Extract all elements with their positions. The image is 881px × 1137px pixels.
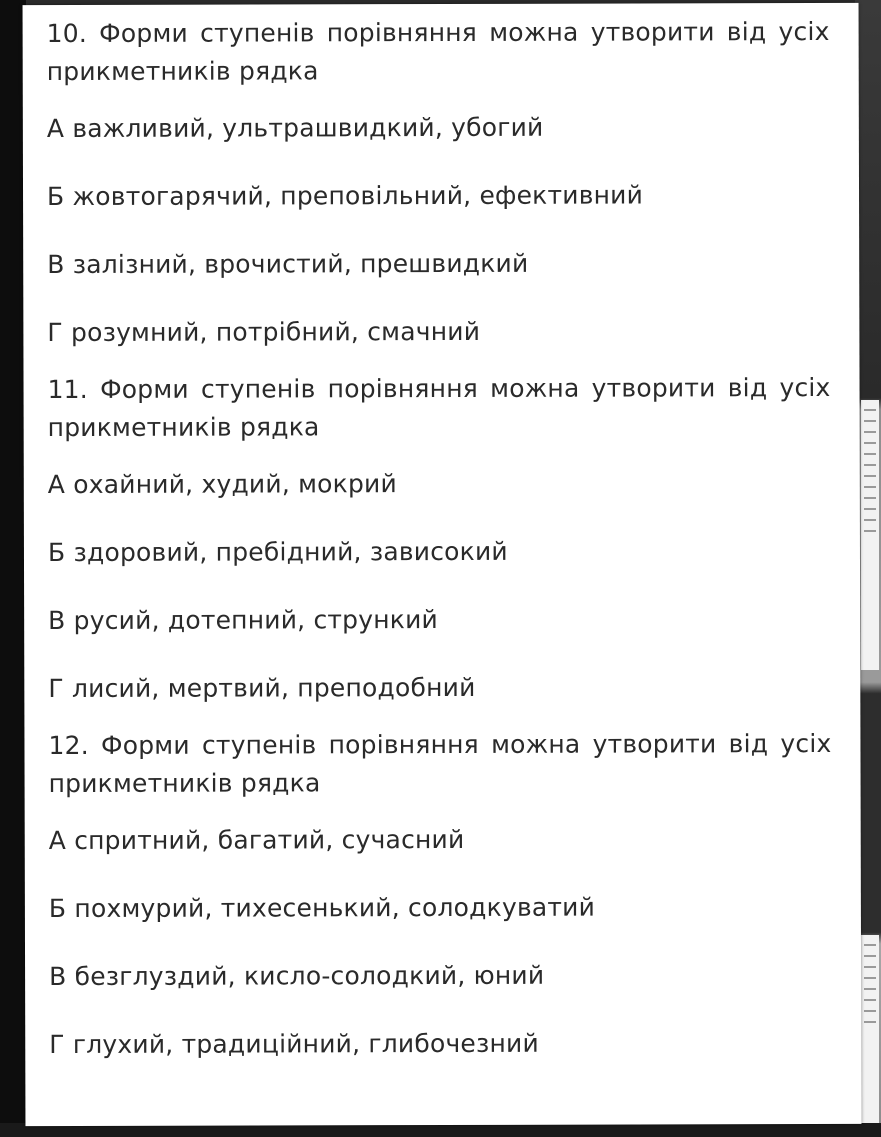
question-10-text: 10. Форми ступенів порівняння можна утворити від усіх прикметників рядка <box>46 16 830 87</box>
question-10-option-c: В залізний, врочистий, прешвидкий <box>47 248 529 280</box>
question-12-option-b: Б похмурий, тихесенький, солодкуватий <box>48 892 596 924</box>
worksheet-page <box>23 3 862 1126</box>
question-11-option-a: А охайний, худий, мокрий <box>47 469 397 500</box>
question-block-12 <box>48 725 832 1063</box>
question-11-option-d: Г лисий, мертвий, преподобний <box>48 672 476 704</box>
question-12-text: 12. Форми ступенів порівняння можна утворити від усіх прикметників рядка <box>48 728 832 799</box>
question-12-option-a: А спритний, багатий, сучасний <box>48 824 465 856</box>
question-11-text: 11. Форми ступенів порівняння можна утворити від усіх прикметників рядка <box>47 372 831 443</box>
adjacent-page-edge <box>861 400 879 670</box>
adjacent-page-edge-lower <box>861 935 879 1125</box>
question-10-option-b: Б жовтогарячий, преповільний, ефективний <box>46 180 644 212</box>
question-block-10 <box>47 13 831 351</box>
question-block-11 <box>47 369 831 707</box>
question-12-option-c: В безглуздий, кисло-солодкий, юний <box>49 960 545 992</box>
question-11-option-b: Б здоровий, пребідний, зависокий <box>47 536 508 568</box>
question-12-option-d: Г глухий, традиційний, глибочезний <box>49 1028 539 1060</box>
worksheet-content <box>47 13 833 1063</box>
question-10-option-a: А важливий, ультрашвидкий, убогий <box>46 112 544 144</box>
question-11-option-c: В русий, дотепний, стрункий <box>48 605 438 636</box>
question-10-option-d: Г розумний, потрібний, смачний <box>47 316 481 348</box>
